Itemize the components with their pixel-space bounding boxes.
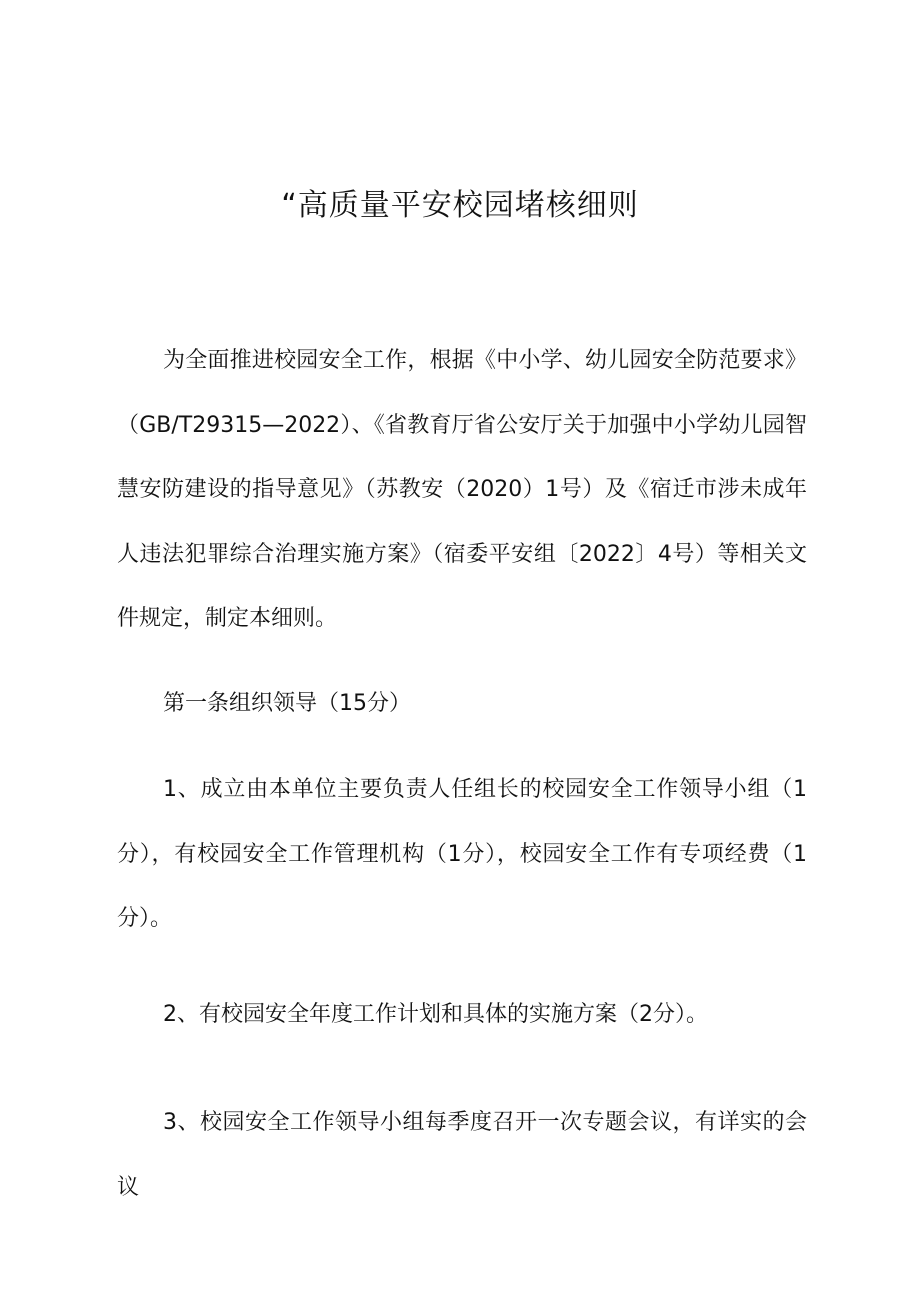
item-two-paragraph: 2、有校园安全年度工作计划和具体的实施方案（2分）。 bbox=[163, 1002, 708, 1027]
item-three-paragraph: 3、校园安全工作领导小组每季度召开一次专题会议，有详实的会议 bbox=[117, 1110, 807, 1200]
article-one-heading: 第一条组织领导（15分） bbox=[163, 691, 411, 716]
item-one-paragraph: 1、成立由本单位主要负责人任组长的校园安全工作领导小组（1分），有校园安全工作管理机构（1分），校园安全工作有专项经费（1分）。 bbox=[117, 777, 807, 931]
intro-paragraph: 为全面推进校园安全工作，根据《中小学、幼儿园安全防范要求》（GB/T29315—2022）、《省教育厅省公安厅关于加强中小学幼儿园智慧安防建设的指导意见》（苏教安（2020）1号）及《宿迁市涉未成年人违法犯罪综合治理实施方案》（宿委平安组〔2022〕4号）等相关文件规定，制定本细则。 bbox=[117, 348, 807, 631]
document-title: “高质量平安校园堵核细则 bbox=[281, 188, 639, 223]
